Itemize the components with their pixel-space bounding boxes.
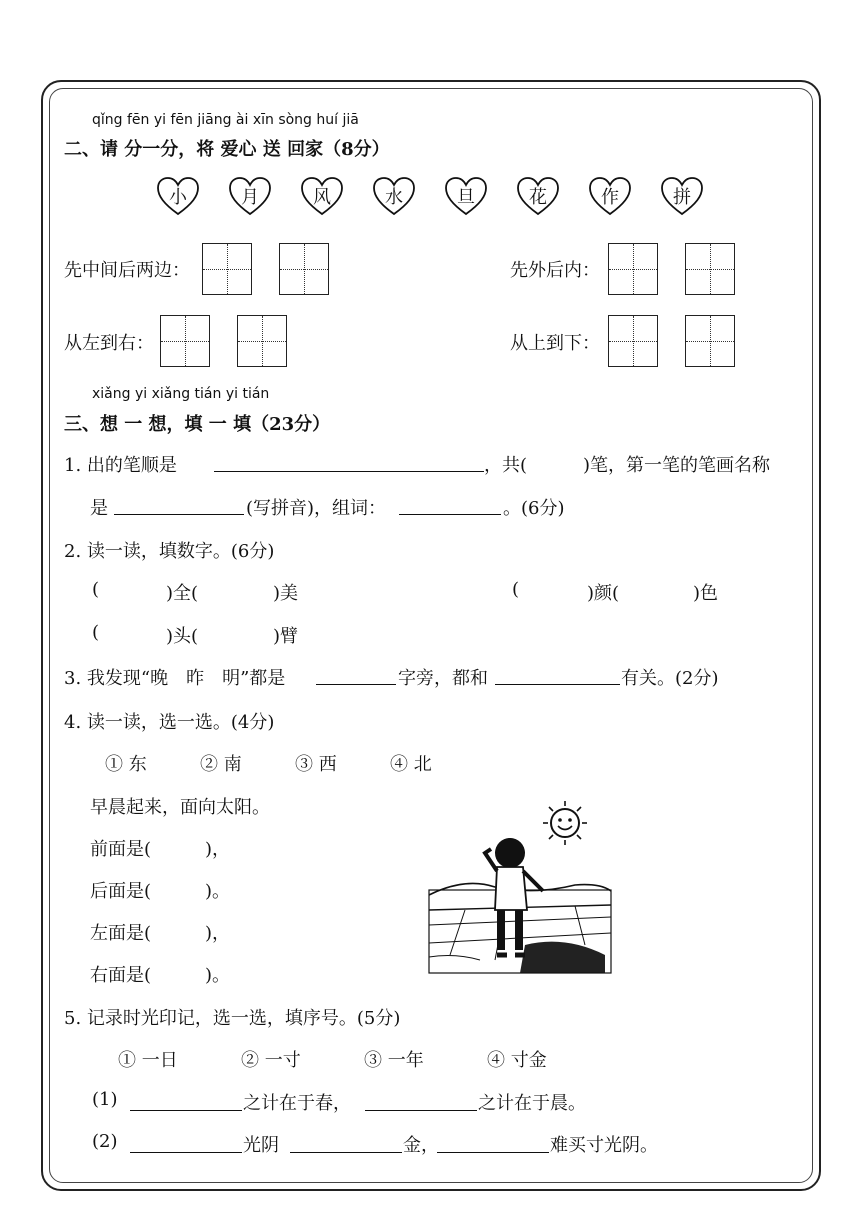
section3-heading: 三、想 一 想，填 一 填（23分） <box>64 414 331 435</box>
heart-character: 拼 <box>673 187 691 208</box>
section3-pinyin: xiǎng yi xiǎng tián yi tián <box>92 386 270 402</box>
q2-paren: ( <box>92 579 100 600</box>
heart-icon[interactable] <box>300 176 344 216</box>
sun-icon <box>543 801 587 845</box>
heart-icon[interactable] <box>444 176 488 216</box>
q4-left: 左面是( )， <box>90 923 231 944</box>
heart-character: 小 <box>169 187 187 208</box>
q4-option: ② 南 <box>200 754 242 775</box>
q1-word-blank[interactable] <box>399 514 501 515</box>
group-label-2: 先外后内： <box>510 260 600 281</box>
heart-character: 旦 <box>457 187 475 208</box>
q5-blank[interactable] <box>130 1152 242 1153</box>
q3-text-b: 字旁，都和 <box>398 668 488 689</box>
q5-l2-a: (2) <box>92 1131 118 1152</box>
q2-paren: )全( <box>166 583 199 604</box>
tian-grid-box[interactable] <box>685 243 735 295</box>
q1-text-a: 1. 出的笔顺是 <box>64 455 177 476</box>
q4-right: 右面是( )。 <box>90 965 231 986</box>
q2-paren: )美 <box>273 583 299 604</box>
q5-option: ② 一寸 <box>241 1050 301 1071</box>
q2-paren: )臂 <box>273 626 299 647</box>
q2-paren: )头( <box>166 626 199 647</box>
q5-blank[interactable] <box>130 1110 242 1111</box>
q5-option: ④ 寸金 <box>487 1050 547 1071</box>
q5-l2-c: 金， <box>403 1135 439 1156</box>
q4-title: 4. 读一读，选一选。(4分) <box>64 712 275 733</box>
q3-meaning-blank[interactable] <box>495 684 620 685</box>
q1-text-e: (写拼音)，组词： <box>246 498 387 519</box>
q2-paren: )色 <box>693 583 719 604</box>
q5-l2-d: 难买寸光阴。 <box>550 1135 658 1156</box>
heart-icon[interactable] <box>660 176 704 216</box>
q5-title: 5. 记录时光印记，选一选，填序号。(5分) <box>64 1008 401 1029</box>
q5-l1-b: 之计在于春， <box>243 1093 351 1114</box>
heart-icon[interactable] <box>588 176 632 216</box>
heart-icon[interactable] <box>228 176 272 216</box>
heart-icon[interactable] <box>156 176 200 216</box>
q2-title: 2. 读一读，填数字。(6分) <box>64 541 275 562</box>
q4-option: ④ 北 <box>390 754 432 775</box>
q1-text-c: )笔，第一笔的笔画名称 <box>583 455 771 476</box>
q5-l1-c: 之计在于晨。 <box>478 1093 586 1114</box>
q2-paren: ( <box>512 579 520 600</box>
tian-grid-box[interactable] <box>685 315 735 367</box>
q5-l1-a: (1) <box>92 1089 118 1110</box>
boy-facing-sun-illustration <box>425 795 615 980</box>
group-label-4: 从上到下： <box>510 333 600 354</box>
q1-pinyin-blank[interactable] <box>114 514 244 515</box>
q5-blank[interactable] <box>437 1152 549 1153</box>
section2-heading: 二、请 分一分，将 爱心 送 回家（8分） <box>64 139 390 160</box>
heart-icon[interactable] <box>372 176 416 216</box>
tian-grid-box[interactable] <box>160 315 210 367</box>
tian-grid-box[interactable] <box>608 243 658 295</box>
q4-back: 后面是( )。 <box>90 881 231 902</box>
q4-front: 前面是( )， <box>90 839 231 860</box>
heart-character: 月 <box>241 187 259 208</box>
group-label-1: 先中间后两边： <box>64 260 190 281</box>
q5-blank[interactable] <box>365 1110 477 1111</box>
q5-blank[interactable] <box>290 1152 402 1153</box>
heart-icon[interactable] <box>516 176 560 216</box>
q3-text-a: 3. 我发现“晚 昨 明”都是 <box>64 668 286 689</box>
q3-text-c: 有关。(2分) <box>621 668 719 689</box>
q1-text-d: 是 <box>90 498 108 519</box>
q5-option: ① 一日 <box>118 1050 178 1071</box>
q5-l2-b: 光阴 <box>243 1135 279 1156</box>
group-label-3: 从左到右： <box>64 333 154 354</box>
tian-grid-box[interactable] <box>237 315 287 367</box>
heart-character: 风 <box>313 187 331 208</box>
q1-stroke-order-blank[interactable] <box>214 471 484 472</box>
q4-option: ① 东 <box>105 754 147 775</box>
q3-radical-blank[interactable] <box>316 684 396 685</box>
q4-option: ③ 西 <box>295 754 337 775</box>
q5-option: ③ 一年 <box>364 1050 424 1071</box>
heart-character: 作 <box>601 187 619 208</box>
heart-character: 水 <box>385 187 403 208</box>
tian-grid-box[interactable] <box>202 243 252 295</box>
heart-character: 花 <box>529 187 547 208</box>
q1-text-f: 。(6分) <box>503 498 565 519</box>
tian-grid-box[interactable] <box>608 315 658 367</box>
q4-intro: 早晨起来，面向太阳。 <box>90 797 270 818</box>
q1-text-b: ，共( <box>484 455 528 476</box>
q2-paren: ( <box>92 622 100 643</box>
section2-pinyin: qǐng fēn yi fēn jiāng ài xīn sòng huí jiā <box>92 112 359 128</box>
tian-grid-box[interactable] <box>279 243 329 295</box>
q2-paren: )颜( <box>587 583 620 604</box>
